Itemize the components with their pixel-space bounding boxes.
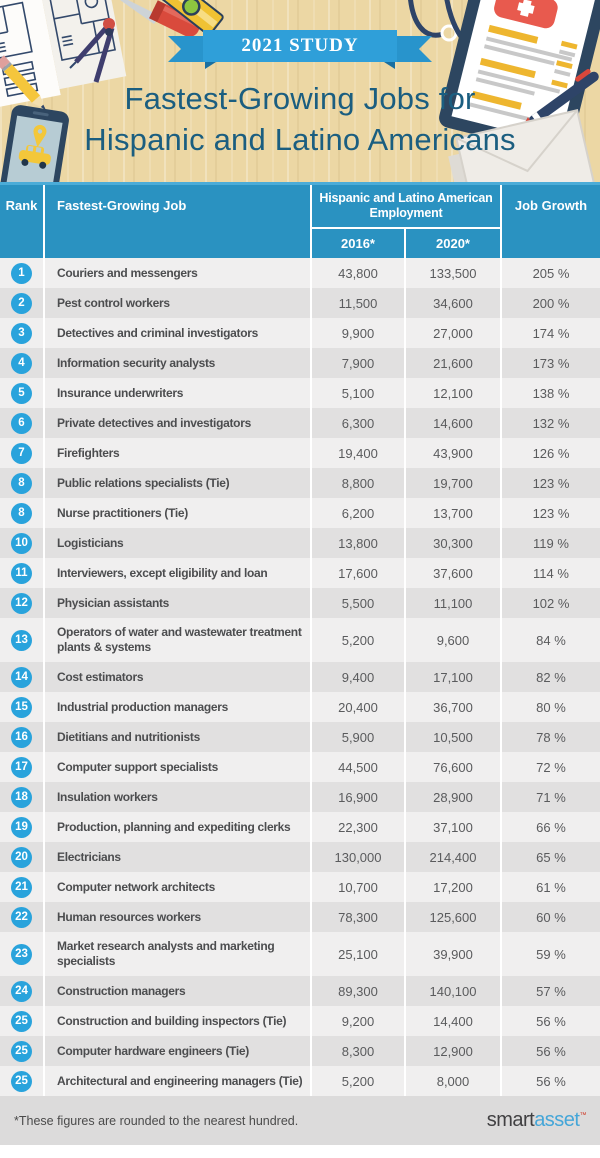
table-row: [0, 932, 600, 976]
logo-smart: smart: [486, 1109, 535, 1131]
rank-badge: 2: [11, 293, 32, 314]
employment-2020-cell: 11,100: [404, 588, 500, 618]
table-row: [0, 378, 600, 408]
job-growth-cell: 126 %: [500, 438, 600, 468]
rank-badge: 8: [11, 473, 32, 494]
col-header-growth: Job Growth: [500, 185, 600, 258]
rank-badge: 11: [11, 563, 32, 584]
table-row: [0, 722, 600, 752]
rank-cell: [0, 1066, 43, 1096]
rank-cell: [0, 438, 43, 468]
title-line1: Fastest-Growing Jobs for: [124, 81, 476, 116]
employment-2020-cell: 214,400: [404, 842, 500, 872]
table-row: [0, 558, 600, 588]
rank-badge: 20: [11, 847, 32, 868]
job-name-cell: Logisticians: [43, 528, 310, 558]
employment-2016-cell: 5,200: [310, 1066, 404, 1096]
rank-cell: [0, 318, 43, 348]
employment-2020-cell: 37,600: [404, 558, 500, 588]
employment-2020-cell: 13,700: [404, 498, 500, 528]
employment-2016-cell: 5,200: [310, 618, 404, 662]
table-row: [0, 468, 600, 498]
rank-badge: 3: [11, 323, 32, 344]
job-name-cell: Computer hardware engineers (Tie): [43, 1036, 310, 1066]
employment-2020-cell: 43,900: [404, 438, 500, 468]
job-growth-cell: 80 %: [500, 692, 600, 722]
ribbon-label: 2021 STUDY: [241, 35, 359, 56]
employment-2020-cell: 8,000: [404, 1066, 500, 1096]
table-row: [0, 1006, 600, 1036]
job-growth-cell: 114 %: [500, 558, 600, 588]
table-row: [0, 1066, 600, 1096]
employment-2016-cell: 43,800: [310, 258, 404, 288]
job-growth-cell: 61 %: [500, 872, 600, 902]
employment-2016-cell: 20,400: [310, 692, 404, 722]
employment-2016-cell: 11,500: [310, 288, 404, 318]
rank-badge: 16: [11, 727, 32, 748]
table-row: [0, 618, 600, 662]
table-row: [0, 812, 600, 842]
employment-2020-cell: 21,600: [404, 348, 500, 378]
employment-2016-cell: 9,400: [310, 662, 404, 692]
rank-badge: 21: [11, 877, 32, 898]
job-name-cell: Nurse practitioners (Tie): [43, 498, 310, 528]
employment-2016-cell: 89,300: [310, 976, 404, 1006]
job-growth-cell: 138 %: [500, 378, 600, 408]
job-growth-cell: 59 %: [500, 932, 600, 976]
job-growth-cell: 72 %: [500, 752, 600, 782]
title-line2: Hispanic and Latino Americans: [84, 122, 516, 157]
employment-2016-cell: 9,200: [310, 1006, 404, 1036]
job-name-cell: Cost estimators: [43, 662, 310, 692]
employment-2020-cell: 133,500: [404, 258, 500, 288]
job-growth-cell: 84 %: [500, 618, 600, 662]
rank-cell: [0, 558, 43, 588]
employment-2016-cell: 5,100: [310, 378, 404, 408]
rank-badge: 19: [11, 817, 32, 838]
employment-2016-cell: 16,900: [310, 782, 404, 812]
employment-2020-cell: 12,900: [404, 1036, 500, 1066]
rank-badge: 25: [11, 1071, 32, 1092]
employment-2016-cell: 8,800: [310, 468, 404, 498]
rank-cell: [0, 348, 43, 378]
employment-2016-cell: 6,300: [310, 408, 404, 438]
col-header-employment: Hispanic and Latino American Employment: [310, 185, 500, 229]
table-row: [0, 318, 600, 348]
job-growth-cell: 56 %: [500, 1006, 600, 1036]
rank-cell: [0, 288, 43, 318]
table-row: [0, 348, 600, 378]
employment-2020-cell: 28,900: [404, 782, 500, 812]
job-name-cell: Operators of water and wastewater treatment plants & systems: [43, 618, 310, 662]
job-name-cell: Production, planning and expediting clerks: [43, 812, 310, 842]
employment-2020-cell: 14,600: [404, 408, 500, 438]
table-row: [0, 588, 600, 618]
job-name-cell: Human resources workers: [43, 902, 310, 932]
job-name-cell: Detectives and criminal investigators: [43, 318, 310, 348]
table-row: [0, 872, 600, 902]
table-row: [0, 782, 600, 812]
employment-2016-cell: 9,900: [310, 318, 404, 348]
rank-cell: [0, 722, 43, 752]
job-name-cell: Computer support specialists: [43, 752, 310, 782]
rank-cell: [0, 812, 43, 842]
rank-cell: [0, 872, 43, 902]
job-growth-cell: 200 %: [500, 288, 600, 318]
rank-cell: [0, 618, 43, 662]
job-name-cell: Construction and building inspectors (Tie): [43, 1006, 310, 1036]
rank-badge: 25: [11, 1011, 32, 1032]
table-row: [0, 692, 600, 722]
employment-2016-cell: 130,000: [310, 842, 404, 872]
rank-cell: [0, 468, 43, 498]
rank-badge: 8: [11, 503, 32, 524]
employment-2020-cell: 10,500: [404, 722, 500, 752]
col-header-2020: 2020*: [404, 229, 500, 258]
job-name-cell: Couriers and messengers: [43, 258, 310, 288]
rank-badge: 12: [11, 593, 32, 614]
smartasset-logo: [487, 1109, 586, 1132]
employment-2020-cell: 17,100: [404, 662, 500, 692]
job-growth-cell: 56 %: [500, 1066, 600, 1096]
table-row: [0, 902, 600, 932]
rank-badge: 1: [11, 263, 32, 284]
table-row: [0, 408, 600, 438]
rank-badge: 14: [11, 667, 32, 688]
job-growth-cell: 123 %: [500, 498, 600, 528]
rank-cell: [0, 1036, 43, 1066]
employment-2016-cell: 10,700: [310, 872, 404, 902]
job-name-cell: Architectural and engineering managers (Tie): [43, 1066, 310, 1096]
rank-badge: 22: [11, 907, 32, 928]
employment-2020-cell: 36,700: [404, 692, 500, 722]
employment-2016-cell: 13,800: [310, 528, 404, 558]
job-growth-cell: 57 %: [500, 976, 600, 1006]
employment-2020-cell: 140,100: [404, 976, 500, 1006]
employment-2020-cell: 14,400: [404, 1006, 500, 1036]
employment-2020-cell: 30,300: [404, 528, 500, 558]
table-row: [0, 1036, 600, 1066]
table-row: [0, 528, 600, 558]
job-growth-cell: 174 %: [500, 318, 600, 348]
job-name-cell: Pest control workers: [43, 288, 310, 318]
rank-badge: 25: [11, 1041, 32, 1062]
employment-2016-cell: 17,600: [310, 558, 404, 588]
col-header-rank: Rank: [5, 198, 38, 213]
employment-2016-cell: 19,400: [310, 438, 404, 468]
employment-2020-cell: 27,000: [404, 318, 500, 348]
footnote: *These figures are rounded to the nearest hundred.: [14, 1113, 299, 1128]
rank-cell: [0, 662, 43, 692]
job-growth-cell: 66 %: [500, 812, 600, 842]
rank-cell: [0, 902, 43, 932]
job-name-cell: Information security analysts: [43, 348, 310, 378]
employment-2020-cell: 9,600: [404, 618, 500, 662]
rank-cell: [0, 1006, 43, 1036]
employment-2020-cell: 76,600: [404, 752, 500, 782]
table-body: [0, 258, 600, 1096]
rank-cell: [0, 976, 43, 1006]
employment-2020-cell: 34,600: [404, 288, 500, 318]
logo-asset: asset: [534, 1109, 580, 1131]
employment-2020-cell: 12,100: [404, 378, 500, 408]
job-name-cell: Dietitians and nutritionists: [43, 722, 310, 752]
header-illustration: [0, 0, 600, 182]
table-row: [0, 258, 600, 288]
rank-badge: 18: [11, 787, 32, 808]
table-row: [0, 438, 600, 468]
table-header: [0, 182, 600, 258]
job-name-cell: Insulation workers: [43, 782, 310, 812]
job-name-cell: Industrial production managers: [43, 692, 310, 722]
job-name-cell: Construction managers: [43, 976, 310, 1006]
rank-cell: [0, 932, 43, 976]
job-growth-cell: 123 %: [500, 468, 600, 498]
rank-cell: [0, 498, 43, 528]
rank-cell: [0, 842, 43, 872]
rank-cell: [0, 752, 43, 782]
rank-cell: [0, 588, 43, 618]
employment-2020-cell: 39,900: [404, 932, 500, 976]
table-row: [0, 498, 600, 528]
job-name-cell: Market research analysts and marketing specialists: [43, 932, 310, 976]
job-growth-cell: 60 %: [500, 902, 600, 932]
rank-cell: [0, 782, 43, 812]
job-name-cell: Public relations specialists (Tie): [43, 468, 310, 498]
employment-2016-cell: 22,300: [310, 812, 404, 842]
job-name-cell: Computer network architects: [43, 872, 310, 902]
rank-badge: 6: [11, 413, 32, 434]
table-row: [0, 976, 600, 1006]
rank-cell: [0, 692, 43, 722]
employment-2016-cell: 5,500: [310, 588, 404, 618]
table-row: [0, 288, 600, 318]
job-growth-cell: 78 %: [500, 722, 600, 752]
rank-cell: [0, 528, 43, 558]
rank-cell: [0, 258, 43, 288]
job-growth-cell: 132 %: [500, 408, 600, 438]
employment-2016-cell: 7,900: [310, 348, 404, 378]
page-title: [0, 78, 600, 160]
table-row: [0, 662, 600, 692]
employment-2016-cell: 6,200: [310, 498, 404, 528]
footer: [0, 1096, 600, 1145]
rank-badge: 5: [11, 383, 32, 404]
job-growth-cell: 65 %: [500, 842, 600, 872]
table-row: [0, 752, 600, 782]
col-header-job: Fastest-Growing Job: [43, 185, 310, 258]
table-row: [0, 842, 600, 872]
rank-badge: 13: [11, 630, 32, 651]
job-growth-cell: 82 %: [500, 662, 600, 692]
job-growth-cell: 102 %: [500, 588, 600, 618]
job-growth-cell: 173 %: [500, 348, 600, 378]
job-growth-cell: 119 %: [500, 528, 600, 558]
rank-badge: 10: [11, 533, 32, 554]
job-name-cell: Physician assistants: [43, 588, 310, 618]
logo-trademark: ™: [579, 1112, 586, 1119]
job-growth-cell: 205 %: [500, 258, 600, 288]
employment-2020-cell: 17,200: [404, 872, 500, 902]
job-growth-cell: 71 %: [500, 782, 600, 812]
col-header-2016: 2016*: [310, 229, 404, 258]
job-name-cell: Insurance underwriters: [43, 378, 310, 408]
employment-2020-cell: 37,100: [404, 812, 500, 842]
employment-2016-cell: 5,900: [310, 722, 404, 752]
rank-badge: 15: [11, 697, 32, 718]
employment-2020-cell: 125,600: [404, 902, 500, 932]
employment-2020-cell: 19,700: [404, 468, 500, 498]
job-name-cell: Private detectives and investigators: [43, 408, 310, 438]
employment-2016-cell: 8,300: [310, 1036, 404, 1066]
rank-badge: 7: [11, 443, 32, 464]
rank-badge: 24: [11, 981, 32, 1002]
rank-badge: 4: [11, 353, 32, 374]
job-name-cell: Firefighters: [43, 438, 310, 468]
rank-cell: [0, 378, 43, 408]
employment-2016-cell: 44,500: [310, 752, 404, 782]
job-name-cell: Interviewers, except eligibility and loan: [43, 558, 310, 588]
job-growth-cell: 56 %: [500, 1036, 600, 1066]
employment-2016-cell: 25,100: [310, 932, 404, 976]
job-name-cell: Electricians: [43, 842, 310, 872]
rank-badge: 17: [11, 757, 32, 778]
employment-2016-cell: 78,300: [310, 902, 404, 932]
rank-badge: 23: [11, 944, 32, 965]
rank-cell: [0, 408, 43, 438]
